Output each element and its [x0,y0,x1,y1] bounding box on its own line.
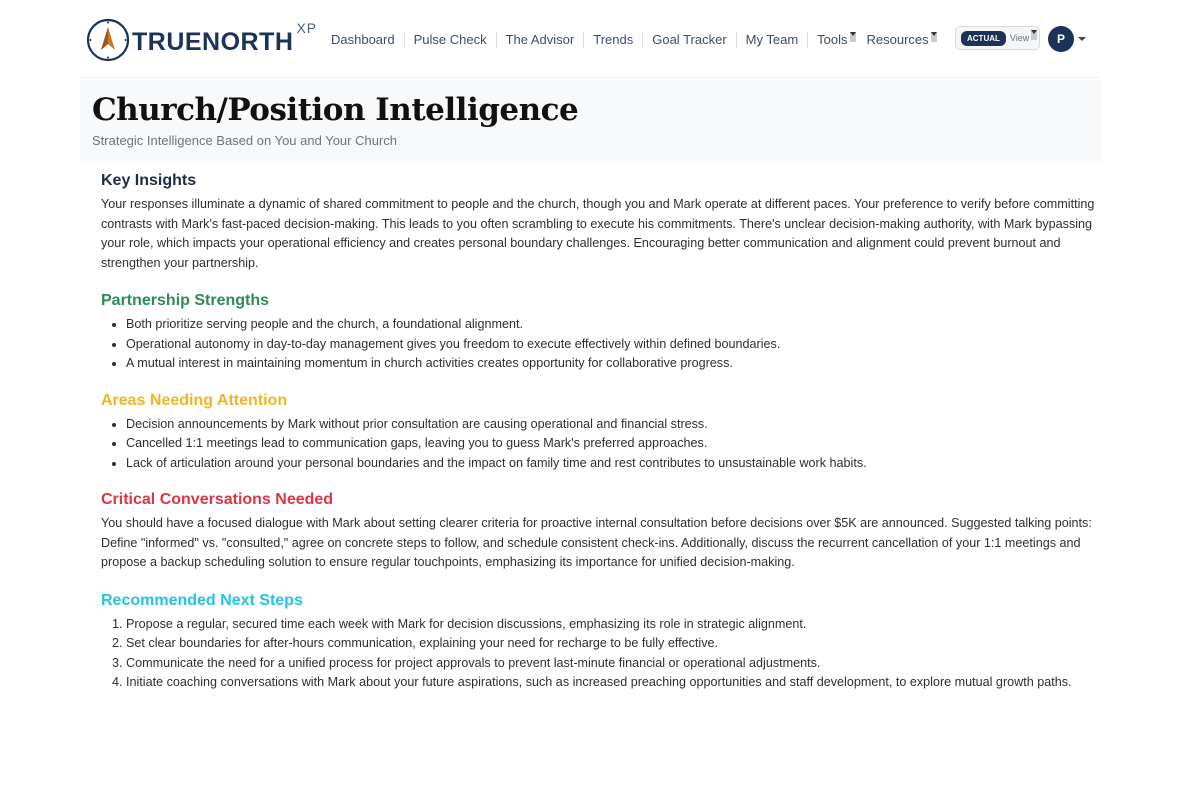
intelligence-content [101,171,1106,710]
caret-down-icon [931,32,937,42]
strengths-list [101,315,1106,374]
attention-heading: Areas Needing Attention [101,391,288,409]
page-subtitle: Strategic Intelligence Based on You and Your Church [92,133,398,148]
list-item: • Operational autonomy in day-to-day management gives you freedom to execute effectively within defined boundaries. [126,335,1106,355]
brand-name: TRUENORTH [132,27,294,56]
critical-heading: Critical Conversations Needed [101,491,334,508]
compass-icon [86,18,130,62]
nav-tools-dropdown[interactable] [808,32,864,48]
main-menu [322,32,946,48]
nav-trends[interactable]: Trends [584,32,643,48]
actual-badge: ACTUAL [961,31,1006,46]
nav-resources-dropdown[interactable] [865,32,946,48]
strengths-heading: Partnership Strengths [101,292,270,309]
user-avatar[interactable]: P [1048,26,1074,52]
view-label: View [1009,33,1030,43]
logo[interactable] [86,18,317,62]
attention-list [101,415,1106,474]
nav-pulse-check[interactable]: Pulse Check [405,32,497,48]
nav-my-team[interactable]: My Team [737,32,809,48]
list-item: • A mutual interest in maintaining momentum in church activities creates opportunity for collaborative progress. [126,354,1106,374]
next-steps-heading: Recommended Next Steps [101,591,303,609]
list-item: 2. Set clear boundaries for after-hours communication, explaining your need for recharge to be fully effective. [126,634,1106,654]
key-insights-heading: Key Insights [101,172,197,189]
page-title: Church/Position Intelligence [92,92,579,128]
nav-tools-label: Tools [817,32,848,47]
top-navbar [80,0,1100,78]
critical-text: You should have a focused dialogue with Mark about setting clearer criteria for proactive internal consultation before decisions over $5K are announced. Suggested talking points: Define "informed" vs. "consulted," agree on concrete steps to follow, and schedule consistent check-ins. Additionally, discuss the recurrent cancellation of your 1:1 meetings and propose a backup scheduling solution to ensure regular touchpoints, emphasizing its importance for unified decision-making. [101,516,1092,569]
nav-the-advisor[interactable]: The Advisor [497,32,585,48]
view-toggle[interactable] [955,26,1040,50]
brand-suffix: XP [296,20,318,36]
caret-down-icon [1031,30,1037,40]
list-item: • Decision announcements by Mark without prior consultation are causing operational and financial stress. [126,415,1106,435]
page-header [80,80,1102,162]
nav-resources-label: Resources [866,32,929,47]
key-insights-text: Your responses illuminate a dynamic of shared commitment to people and the church, though you and Mark operate at different paces. Your preference to verify before committing contrasts with Mark's fast-paced decision-making. This leads to you often scrambling to execute his commitments. There's unclear decision-making authority, with Mark bypassing your role, which impacts your operational efficiency and creates personal boundary challenges. Encouraging better communication and alignment could prevent burnout and strengthen your partnership. [101,197,1095,270]
nav-dashboard[interactable]: Dashboard [322,32,405,48]
nav-goal-tracker[interactable]: Goal Tracker [643,32,736,48]
list-item: • Both prioritize serving people and the church, a foundational alignment. [126,315,1106,335]
caret-down-icon [850,32,856,42]
list-item: • Lack of articulation around your personal boundaries and the impact on family time and rest contributes to unsustainable work habits. [126,454,1106,474]
list-item: 1. Propose a regular, secured time each week with Mark for decision discussions, emphasizing its role in strategic alignment. [126,615,1106,635]
list-item: 3. Communicate the need for a unified process for project approvals to prevent last-minute financial or operational adjustments. [126,654,1106,674]
next-steps-list [101,615,1106,693]
list-item: 4. Initiate coaching conversations with Mark about your future aspirations, such as increased preaching opportunities and staff development, to explore mutual growth paths. [126,673,1106,693]
chevron-down-icon[interactable] [1078,37,1086,41]
list-item: • Cancelled 1:1 meetings lead to communication gaps, leaving you to guess Mark's preferred approaches. [126,434,1106,454]
